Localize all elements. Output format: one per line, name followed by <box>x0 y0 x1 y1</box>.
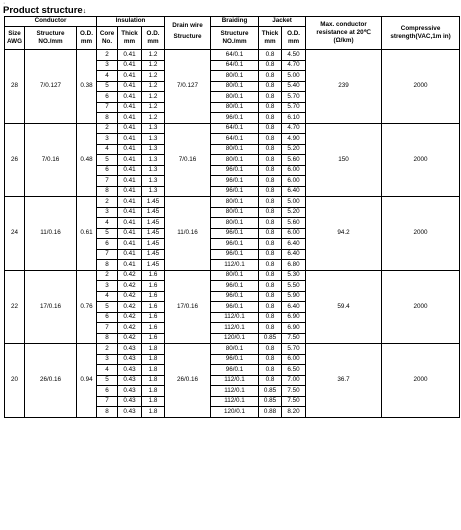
drain-wire-cell: 11/0.16 <box>165 197 211 271</box>
braid-structure-cell: 80/0.1 <box>211 102 259 113</box>
ins-thick-cell: 0.42 <box>118 333 142 344</box>
ins-thick-cell: 0.43 <box>118 386 142 397</box>
braid-structure-cell: 80/0.1 <box>211 155 259 166</box>
ins-od-cell: 1.6 <box>142 323 165 334</box>
jacket-thick-cell: 0.8 <box>259 323 282 334</box>
ins-od-cell: 1.2 <box>142 113 165 124</box>
ins-thick-cell: 0.41 <box>118 71 142 82</box>
resistance-cell: 94.2 <box>306 197 382 271</box>
core-no-cell: 3 <box>97 281 118 292</box>
jacket-od-cell: 5.20 <box>282 144 306 155</box>
core-no-cell: 4 <box>97 218 118 229</box>
ins-od-header: O.D. mm <box>142 27 165 50</box>
ins-od-cell: 1.45 <box>142 197 165 208</box>
jacket-od-cell: 7.00 <box>282 375 306 386</box>
table-row <box>5 123 460 134</box>
core-no-cell: 3 <box>97 60 118 71</box>
ins-thick-cell: 0.43 <box>118 344 142 355</box>
jacket-thick-cell: 0.8 <box>259 113 282 124</box>
compressive-cell: 2000 <box>382 50 460 124</box>
product-structure-table <box>4 16 460 418</box>
jacket-thick-cell: 0.8 <box>259 71 282 82</box>
ins-thick-cell: 0.41 <box>118 155 142 166</box>
ins-od-cell: 1.6 <box>142 312 165 323</box>
braid-structure-cell: 64/0.1 <box>211 60 259 71</box>
braid-structure-cell: 112/0.1 <box>211 312 259 323</box>
ins-od-cell: 1.3 <box>142 155 165 166</box>
jacket-thick-cell: 0.8 <box>259 197 282 208</box>
jacket-thick-cell: 0.85 <box>259 333 282 344</box>
ins-thick-cell: 0.41 <box>118 186 142 197</box>
braid-structure-cell: 96/0.1 <box>211 165 259 176</box>
ins-thick-cell: 0.43 <box>118 396 142 407</box>
jacket-od-cell: 6.40 <box>282 302 306 313</box>
core-no-cell: 8 <box>97 407 118 418</box>
jacket-od-header: O.D. mm <box>282 27 306 50</box>
ins-od-cell: 1.2 <box>142 50 165 61</box>
size-awg-cell: 20 <box>5 344 25 418</box>
jacket-thick-cell: 0.8 <box>259 344 282 355</box>
core-no-cell: 6 <box>97 92 118 103</box>
braid-structure-cell: 96/0.1 <box>211 228 259 239</box>
core-no-cell: 4 <box>97 365 118 376</box>
jacket-thick-cell: 0.8 <box>259 207 282 218</box>
braid-structure-cell: 96/0.1 <box>211 239 259 250</box>
jacket-thick-cell: 0.85 <box>259 396 282 407</box>
conductor-structure-cell: 26/0.16 <box>25 344 77 418</box>
braid-structure-cell: 80/0.1 <box>211 344 259 355</box>
jacket-od-cell: 7.50 <box>282 386 306 397</box>
braid-structure-cell: 112/0.1 <box>211 260 259 271</box>
jacket-od-cell: 6.80 <box>282 260 306 271</box>
ins-od-cell: 1.2 <box>142 60 165 71</box>
braid-structure-cell: 120/0.1 <box>211 333 259 344</box>
ins-thick-cell: 0.41 <box>118 260 142 271</box>
ins-thick-cell: 0.41 <box>118 176 142 187</box>
jacket-od-cell: 5.40 <box>282 81 306 92</box>
ins-od-cell: 1.8 <box>142 396 165 407</box>
jacket-od-cell: 5.20 <box>282 207 306 218</box>
conductor-od-cell: 0.76 <box>77 270 97 344</box>
table-body <box>5 50 460 418</box>
ins-thick-cell: 0.42 <box>118 281 142 292</box>
compressive-cell: 2000 <box>382 123 460 197</box>
ins-thick-cell: 0.41 <box>118 144 142 155</box>
ins-thick-cell: 0.41 <box>118 165 142 176</box>
core-no-cell: 5 <box>97 375 118 386</box>
page-title-text: Product structure <box>3 5 83 16</box>
braid-structure-cell: 64/0.1 <box>211 123 259 134</box>
core-no-cell: 8 <box>97 333 118 344</box>
core-no-cell: 5 <box>97 302 118 313</box>
core-no-cell: 2 <box>97 123 118 134</box>
jacket-od-cell: 6.90 <box>282 323 306 334</box>
compressive-cell: 2000 <box>382 344 460 418</box>
jacket-od-cell: 6.40 <box>282 239 306 250</box>
ins-od-cell: 1.3 <box>142 144 165 155</box>
braid-structure-cell: 96/0.1 <box>211 113 259 124</box>
jacket-thick-cell: 0.8 <box>259 291 282 302</box>
ins-thick-cell: 0.42 <box>118 312 142 323</box>
core-no-cell: 8 <box>97 260 118 271</box>
ins-od-cell: 1.8 <box>142 354 165 365</box>
ins-thick-header: Thick mm <box>118 27 142 50</box>
core-no-header: Core No. <box>97 27 118 50</box>
resistance-cell: 59.4 <box>306 270 382 344</box>
jacket-thick-cell: 0.8 <box>259 155 282 166</box>
jacket-od-cell: 5.70 <box>282 92 306 103</box>
ins-od-cell: 1.2 <box>142 92 165 103</box>
jacket-od-cell: 6.00 <box>282 176 306 187</box>
resistance-header: Max. conductor resistance at 20℃ (Ω/km) <box>306 17 382 50</box>
core-no-cell: 2 <box>97 270 118 281</box>
jacket-od-cell: 6.40 <box>282 186 306 197</box>
ins-thick-cell: 0.42 <box>118 323 142 334</box>
core-no-cell: 2 <box>97 197 118 208</box>
jacket-thick-cell: 0.8 <box>259 375 282 386</box>
ins-od-cell: 1.6 <box>142 281 165 292</box>
braiding-header: Braiding <box>211 17 259 27</box>
jacket-od-cell: 7.50 <box>282 396 306 407</box>
core-no-cell: 7 <box>97 396 118 407</box>
conductor-structure-cell: 11/0.16 <box>25 197 77 271</box>
resistance-cell: 36.7 <box>306 344 382 418</box>
resistance-cell: 150 <box>306 123 382 197</box>
core-no-cell: 3 <box>97 134 118 145</box>
ins-od-cell: 1.2 <box>142 81 165 92</box>
ins-od-cell: 1.8 <box>142 365 165 376</box>
jacket-thick-cell: 0.88 <box>259 407 282 418</box>
braid-structure-cell: 112/0.1 <box>211 323 259 334</box>
core-no-cell: 3 <box>97 354 118 365</box>
core-no-cell: 7 <box>97 102 118 113</box>
core-no-cell: 8 <box>97 113 118 124</box>
ins-thick-cell: 0.41 <box>118 60 142 71</box>
jacket-od-cell: 4.70 <box>282 123 306 134</box>
jacket-thick-cell: 0.8 <box>259 176 282 187</box>
ins-thick-cell: 0.43 <box>118 407 142 418</box>
drain-wire-cell: 26/0.16 <box>165 344 211 418</box>
core-no-cell: 5 <box>97 81 118 92</box>
jacket-thick-cell: 0.8 <box>259 186 282 197</box>
core-no-cell: 6 <box>97 386 118 397</box>
core-no-cell: 7 <box>97 249 118 260</box>
braid-structure-cell: 96/0.1 <box>211 249 259 260</box>
jacket-od-cell: 6.50 <box>282 365 306 376</box>
table-row <box>5 197 460 208</box>
jacket-od-cell: 5.60 <box>282 218 306 229</box>
braid-structure-cell: 120/0.1 <box>211 407 259 418</box>
size-awg-cell: 24 <box>5 197 25 271</box>
braid-structure-cell: 112/0.1 <box>211 375 259 386</box>
conductor-od-cell: 0.48 <box>77 123 97 197</box>
braid-structure-cell: 112/0.1 <box>211 396 259 407</box>
jacket-od-cell: 5.50 <box>282 281 306 292</box>
jacket-thick-cell: 0.8 <box>259 50 282 61</box>
ins-thick-cell: 0.41 <box>118 218 142 229</box>
ins-od-cell: 1.3 <box>142 165 165 176</box>
compressive-cell: 2000 <box>382 270 460 344</box>
ins-od-cell: 1.6 <box>142 333 165 344</box>
conductor-od-header: O.D. mm <box>77 27 97 50</box>
compressive-header: Compressive strength(VAC,1m in) <box>382 17 460 50</box>
ins-od-cell: 1.2 <box>142 71 165 82</box>
jacket-od-cell: 7.50 <box>282 333 306 344</box>
ins-od-cell: 1.2 <box>142 102 165 113</box>
jacket-od-cell: 6.00 <box>282 165 306 176</box>
jacket-header: Jacket <box>259 17 306 27</box>
core-no-cell: 3 <box>97 207 118 218</box>
jacket-od-cell: 6.40 <box>282 249 306 260</box>
drain-wire-cell: 7/0.127 <box>165 50 211 124</box>
jacket-thick-cell: 0.8 <box>259 365 282 376</box>
ins-thick-cell: 0.41 <box>118 92 142 103</box>
core-no-cell: 2 <box>97 50 118 61</box>
ins-thick-cell: 0.42 <box>118 302 142 313</box>
drain-wire-cell: 7/0.16 <box>165 123 211 197</box>
jacket-thick-cell: 0.8 <box>259 165 282 176</box>
jacket-od-cell: 8.20 <box>282 407 306 418</box>
jacket-thick-cell: 0.8 <box>259 81 282 92</box>
braid-structure-cell: 96/0.1 <box>211 281 259 292</box>
jacket-thick-cell: 0.85 <box>259 386 282 397</box>
core-no-cell: 4 <box>97 291 118 302</box>
core-no-cell: 4 <box>97 71 118 82</box>
jacket-od-cell: 5.00 <box>282 197 306 208</box>
ins-thick-cell: 0.41 <box>118 102 142 113</box>
braid-structure-cell: 80/0.1 <box>211 92 259 103</box>
size-awg-header: Size AWG <box>5 27 25 50</box>
jacket-thick-cell: 0.8 <box>259 239 282 250</box>
ins-od-cell: 1.3 <box>142 134 165 145</box>
braid-structure-cell: 80/0.1 <box>211 71 259 82</box>
ins-thick-cell: 0.41 <box>118 207 142 218</box>
braid-structure-cell: 96/0.1 <box>211 176 259 187</box>
ins-thick-cell: 0.41 <box>118 123 142 134</box>
ins-thick-cell: 0.41 <box>118 197 142 208</box>
jacket-thick-cell: 0.8 <box>259 354 282 365</box>
conductor-od-cell: 0.61 <box>77 197 97 271</box>
ins-od-cell: 1.6 <box>142 302 165 313</box>
braid-structure-cell: 64/0.1 <box>211 134 259 145</box>
braid-structure-cell: 80/0.1 <box>211 81 259 92</box>
ins-od-cell: 1.45 <box>142 228 165 239</box>
jacket-thick-cell: 0.8 <box>259 92 282 103</box>
ins-od-cell: 1.6 <box>142 291 165 302</box>
jacket-od-cell: 5.90 <box>282 291 306 302</box>
drain-wire-label: Drain wire <box>172 22 203 30</box>
conductor-structure-cell: 7/0.16 <box>25 123 77 197</box>
ins-od-cell: 1.45 <box>142 218 165 229</box>
ins-od-cell: 1.3 <box>142 176 165 187</box>
jacket-thick-cell: 0.8 <box>259 144 282 155</box>
ins-od-cell: 1.8 <box>142 386 165 397</box>
title-suffix: ↓ <box>82 8 87 15</box>
jacket-thick-cell: 0.8 <box>259 228 282 239</box>
braid-structure-header: Structure NO./mm <box>211 27 259 50</box>
braid-structure-cell: 112/0.1 <box>211 386 259 397</box>
jacket-thick-cell: 0.8 <box>259 249 282 260</box>
jacket-od-cell: 5.00 <box>282 71 306 82</box>
core-no-cell: 2 <box>97 344 118 355</box>
resistance-cell: 239 <box>306 50 382 124</box>
jacket-od-cell: 6.00 <box>282 354 306 365</box>
braid-structure-cell: 80/0.1 <box>211 144 259 155</box>
conductor-structure-cell: 17/0.16 <box>25 270 77 344</box>
ins-od-cell: 1.8 <box>142 375 165 386</box>
ins-thick-cell: 0.41 <box>118 113 142 124</box>
ins-od-cell: 1.45 <box>142 207 165 218</box>
ins-od-cell: 1.8 <box>142 407 165 418</box>
braid-structure-cell: 80/0.1 <box>211 197 259 208</box>
size-awg-cell: 26 <box>5 123 25 197</box>
conductor-structure-cell: 7/0.127 <box>25 50 77 124</box>
core-no-cell: 8 <box>97 186 118 197</box>
jacket-thick-cell: 0.8 <box>259 270 282 281</box>
jacket-thick-cell: 0.8 <box>259 281 282 292</box>
core-no-cell: 7 <box>97 176 118 187</box>
structure-no-header: Structure NO./mm <box>25 27 77 50</box>
jacket-thick-cell: 0.8 <box>259 102 282 113</box>
ins-od-cell: 1.45 <box>142 239 165 250</box>
table-row <box>5 270 460 281</box>
jacket-thick-cell: 0.8 <box>259 302 282 313</box>
jacket-od-cell: 6.90 <box>282 312 306 323</box>
core-no-cell: 6 <box>97 165 118 176</box>
drain-wire-header <box>165 17 211 50</box>
ins-thick-cell: 0.43 <box>118 354 142 365</box>
jacket-od-cell: 6.10 <box>282 113 306 124</box>
drain-wire-cell: 17/0.16 <box>165 270 211 344</box>
ins-thick-cell: 0.41 <box>118 134 142 145</box>
braid-structure-cell: 80/0.1 <box>211 207 259 218</box>
jacket-od-cell: 5.30 <box>282 270 306 281</box>
ins-thick-cell: 0.42 <box>118 270 142 281</box>
ins-thick-cell: 0.41 <box>118 81 142 92</box>
jacket-od-cell: 5.60 <box>282 155 306 166</box>
braid-structure-cell: 80/0.1 <box>211 270 259 281</box>
core-no-cell: 7 <box>97 323 118 334</box>
core-no-cell: 4 <box>97 144 118 155</box>
ins-od-cell: 1.8 <box>142 344 165 355</box>
ins-od-cell: 1.3 <box>142 186 165 197</box>
ins-thick-cell: 0.41 <box>118 239 142 250</box>
size-awg-cell: 28 <box>5 50 25 124</box>
braid-structure-cell: 96/0.1 <box>211 354 259 365</box>
compressive-cell: 2000 <box>382 197 460 271</box>
ins-thick-cell: 0.42 <box>118 291 142 302</box>
core-no-cell: 6 <box>97 239 118 250</box>
jacket-thick-cell: 0.8 <box>259 218 282 229</box>
ins-thick-cell: 0.43 <box>118 375 142 386</box>
ins-od-cell: 1.45 <box>142 260 165 271</box>
ins-thick-cell: 0.43 <box>118 365 142 376</box>
jacket-thick-cell: 0.8 <box>259 123 282 134</box>
braid-structure-cell: 96/0.1 <box>211 365 259 376</box>
drain-structure-label: Structure <box>173 32 202 40</box>
page-mark: · <box>3 0 6 7</box>
braid-structure-cell: 64/0.1 <box>211 50 259 61</box>
braid-structure-cell: 96/0.1 <box>211 291 259 302</box>
core-no-cell: 5 <box>97 228 118 239</box>
conductor-od-cell: 0.38 <box>77 50 97 124</box>
jacket-thick-cell: 0.8 <box>259 60 282 71</box>
jacket-od-cell: 4.90 <box>282 134 306 145</box>
jacket-od-cell: 6.00 <box>282 228 306 239</box>
ins-od-cell: 1.3 <box>142 123 165 134</box>
ins-od-cell: 1.45 <box>142 249 165 260</box>
ins-thick-cell: 0.41 <box>118 50 142 61</box>
core-no-cell: 6 <box>97 312 118 323</box>
jacket-thick-cell: 0.8 <box>259 260 282 271</box>
size-awg-cell: 22 <box>5 270 25 344</box>
jacket-od-cell: 4.50 <box>282 50 306 61</box>
table-row <box>5 50 460 61</box>
ins-od-cell: 1.6 <box>142 270 165 281</box>
jacket-thick-cell: 0.8 <box>259 312 282 323</box>
jacket-od-cell: 5.70 <box>282 344 306 355</box>
ins-thick-cell: 0.41 <box>118 249 142 260</box>
table-row <box>5 344 460 355</box>
page-title <box>3 5 86 16</box>
conductor-header: Conductor <box>5 17 97 27</box>
conductor-od-cell: 0.94 <box>77 344 97 418</box>
braid-structure-cell: 80/0.1 <box>211 218 259 229</box>
jacket-od-cell: 5.70 <box>282 102 306 113</box>
jacket-od-cell: 4.70 <box>282 60 306 71</box>
jacket-thick-header: Thick mm <box>259 27 282 50</box>
braid-structure-cell: 96/0.1 <box>211 186 259 197</box>
insulation-header: Insulation <box>97 17 165 27</box>
jacket-thick-cell: 0.8 <box>259 134 282 145</box>
braid-structure-cell: 96/0.1 <box>211 302 259 313</box>
ins-thick-cell: 0.41 <box>118 228 142 239</box>
core-no-cell: 5 <box>97 155 118 166</box>
